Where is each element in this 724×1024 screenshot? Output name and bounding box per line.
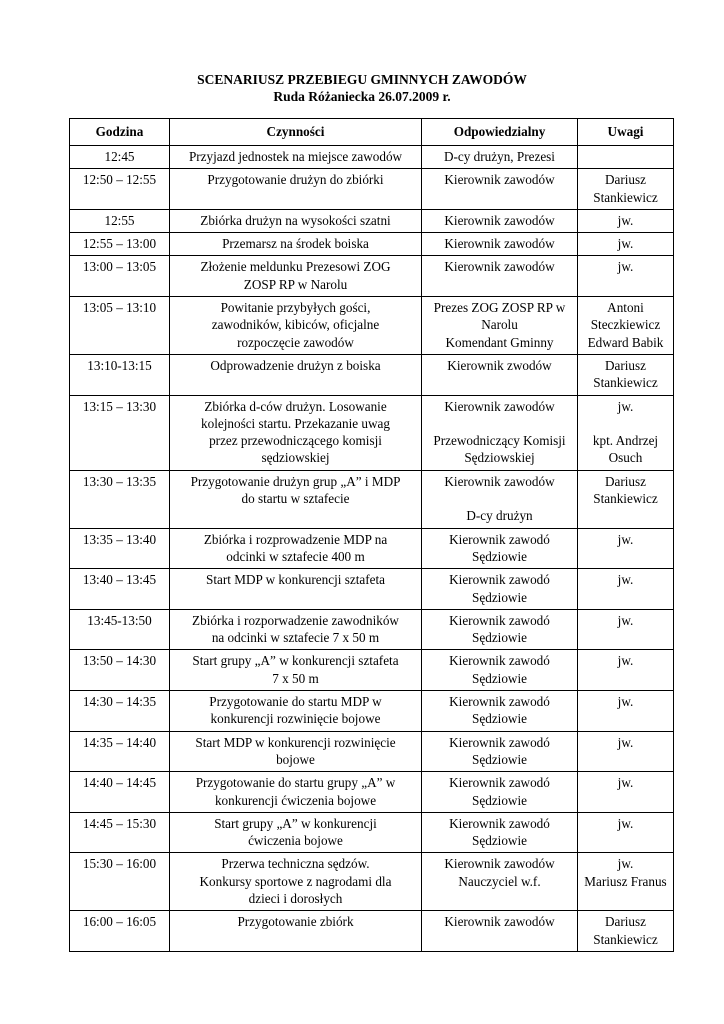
activity-cell: [170, 691, 422, 732]
responsible-cell: [422, 146, 578, 169]
notes-cell: [578, 256, 674, 297]
responsible-cell: [422, 853, 578, 911]
responsible-line: Kierownik zawodów: [444, 172, 555, 188]
header-odpowiedzialny: Odpowiedzialny: [422, 119, 578, 146]
table-row: [70, 169, 674, 210]
notes-cell: [578, 772, 674, 813]
activity-cell: [170, 209, 422, 232]
responsible-line: Sędziowskiej: [464, 450, 535, 466]
responsible-line: Kierownik zawodów: [444, 473, 555, 489]
time-cell: 13:10-13:15: [70, 354, 170, 395]
header-uwagi: Uwagi: [578, 119, 674, 146]
notes-cell: [578, 233, 674, 256]
table-row: [70, 609, 674, 650]
activity-line: Konkursy sportowe z nagrodami dla: [199, 873, 392, 889]
activity-line: Zbiórka drużyn na wysokości szatni: [200, 212, 391, 228]
activity-cell: [170, 233, 422, 256]
responsible-line: Sędziowie: [472, 792, 527, 808]
table-row: [70, 233, 674, 256]
responsible-line: Sędziowie: [472, 833, 527, 849]
notes-cell: [578, 569, 674, 610]
notes-cell: [578, 354, 674, 395]
notes-line: Osuch: [608, 450, 643, 466]
responsible-cell: [422, 569, 578, 610]
notes-line: jw.: [617, 398, 634, 414]
activity-cell: [170, 609, 422, 650]
document-title: SCENARIUSZ PRZEBIEGU GMINNYCH ZAWODÓW: [197, 72, 527, 87]
activity-line: Przygotowanie zbiórk: [237, 914, 354, 930]
responsible-line: D-cy drużyn, Prezesi: [444, 149, 555, 164]
time-cell: 13:15 – 13:30: [70, 395, 170, 470]
header-czynnosci: Czynności: [170, 119, 422, 146]
document-subtitle: Ruda Różaniecka 26.07.2009 r.: [273, 89, 451, 104]
table-row: [70, 470, 674, 528]
activity-line: przez przewodniczącego komisji: [209, 433, 382, 449]
table-row: [70, 528, 674, 569]
responsible-cell: [422, 731, 578, 772]
notes-line: jw.: [617, 775, 634, 791]
responsible-cell: [422, 911, 578, 952]
notes-line: jw.: [617, 856, 634, 872]
notes-cell: [578, 609, 674, 650]
activity-line: sędziowskiej: [261, 450, 330, 466]
responsible-cell: [422, 609, 578, 650]
time-cell: 13:00 – 13:05: [70, 256, 170, 297]
time-cell: 13:50 – 14:30: [70, 650, 170, 691]
activity-cell: [170, 169, 422, 210]
notes-line: kpt. Andrzej: [592, 433, 659, 449]
responsible-line: Kierownik zawodó: [449, 694, 550, 710]
notes-line: Stankiewicz: [593, 375, 658, 391]
activity-cell: [170, 650, 422, 691]
responsible-line: Sędziowie: [472, 630, 527, 646]
notes-line: Dariusz: [604, 357, 646, 373]
responsible-line: Kierownik zawodów: [444, 398, 555, 414]
activity-line: dzieci i dorosłych: [248, 890, 343, 906]
table-row: [70, 691, 674, 732]
activity-line: Odprowadzenie drużyn z boiska: [210, 357, 381, 373]
table-row: [70, 911, 674, 952]
notes-line: [581, 148, 670, 165]
notes-line: [581, 415, 670, 432]
time-cell: 12:55 – 13:00: [70, 233, 170, 256]
notes-line: Antoni: [607, 300, 644, 316]
activity-line: na odcinki w sztafecie 7 x 50 m: [211, 630, 380, 646]
time-cell: 13:05 – 13:10: [70, 297, 170, 355]
activity-line: Przygotowanie do startu grupy „A” w: [195, 775, 396, 791]
time-cell: 12:55: [70, 209, 170, 232]
responsible-cell: [422, 256, 578, 297]
activity-line: Zbiórka i rozporwadzenie zawodników: [192, 612, 399, 628]
responsible-cell: [422, 691, 578, 732]
responsible-line: Kierownik zawodó: [449, 612, 550, 628]
activity-line: ZOSP RP w Narolu: [243, 276, 348, 292]
table-row: [70, 569, 674, 610]
schedule-table: [69, 118, 674, 952]
table-row: [70, 812, 674, 853]
table-row: [70, 650, 674, 691]
notes-line: Edward Babik: [587, 334, 664, 350]
responsible-cell: [422, 470, 578, 528]
responsible-line: Nauczyciel w.f.: [458, 873, 541, 889]
activity-line: Przyjazd jednostek na miejsce zawodów: [188, 149, 403, 164]
notes-cell: [578, 395, 674, 470]
time-cell: 16:00 – 16:05: [70, 911, 170, 952]
responsible-line: [425, 490, 574, 507]
activity-cell: [170, 853, 422, 911]
time-cell: 14:30 – 14:35: [70, 691, 170, 732]
notes-line: jw.: [617, 612, 634, 628]
responsible-line: [425, 415, 574, 432]
activity-line: Start grupy „A” w konkurencji sztafeta: [192, 653, 399, 669]
activity-line: Złożenie meldunku Prezesowi ZOG: [200, 259, 391, 275]
activity-line: do startu w sztafecie: [241, 491, 350, 507]
responsible-cell: [422, 354, 578, 395]
activity-cell: [170, 911, 422, 952]
notes-line: jw.: [617, 734, 634, 750]
responsible-line: Kierownik zwodów: [447, 357, 552, 373]
activity-cell: [170, 297, 422, 355]
activity-line: Przerwa techniczna sędzów.: [221, 856, 370, 872]
notes-line: Stankiewicz: [593, 931, 658, 947]
notes-line: Stankiewicz: [593, 491, 658, 507]
activity-line: bojowe: [276, 751, 315, 767]
activity-cell: [170, 395, 422, 470]
responsible-line: Sędziowie: [472, 751, 527, 767]
activity-cell: [170, 772, 422, 813]
table-row: [70, 354, 674, 395]
activity-line: Start MDP w konkurencji sztafeta: [206, 572, 385, 588]
header-godzina: Godzina: [70, 119, 170, 146]
responsible-line: Kierownik zawodó: [449, 775, 550, 791]
activity-line: odcinki w sztafecie 400 m: [226, 548, 365, 564]
notes-cell: [578, 731, 674, 772]
activity-line: konkurencji rozwinięcie bojowe: [210, 711, 381, 727]
notes-line: Dariusz: [604, 914, 646, 930]
table-row: [70, 853, 674, 911]
notes-line: Dariusz: [604, 473, 646, 489]
responsible-line: Sędziowie: [472, 711, 527, 727]
notes-cell: [578, 528, 674, 569]
activity-cell: [170, 528, 422, 569]
time-cell: 12:45: [70, 146, 170, 169]
activity-cell: [170, 354, 422, 395]
table-row: [70, 297, 674, 355]
responsible-line: Sędziowie: [472, 548, 527, 564]
time-cell: 13:40 – 13:45: [70, 569, 170, 610]
notes-cell: [578, 691, 674, 732]
notes-cell: [578, 169, 674, 210]
responsible-line: Kierownik zawodó: [449, 734, 550, 750]
notes-line: jw.: [617, 694, 634, 710]
time-cell: 14:35 – 14:40: [70, 731, 170, 772]
responsible-line: Kierownik zawodów: [444, 236, 555, 252]
header-row: [70, 119, 674, 146]
table-row: [70, 256, 674, 297]
time-cell: 14:45 – 15:30: [70, 812, 170, 853]
notes-line: jw.: [617, 531, 634, 547]
activity-line: Zbiórka i rozprowadzenie MDP na: [203, 531, 388, 547]
activity-line: zawodników, kibiców, oficjalne: [211, 317, 380, 333]
activity-cell: [170, 470, 422, 528]
responsible-line: Prezes ZOG ZOSP RP w: [433, 300, 566, 316]
time-cell: 15:30 – 16:00: [70, 853, 170, 911]
responsible-line: Kierownik zawodó: [449, 815, 550, 831]
responsible-cell: [422, 772, 578, 813]
time-cell: 13:30 – 13:35: [70, 470, 170, 528]
activity-line: Powitanie przybyłych gości,: [220, 300, 371, 316]
activity-line: Zbiórka d-ców drużyn. Losowanie: [204, 398, 387, 414]
time-cell: 12:50 – 12:55: [70, 169, 170, 210]
notes-line: Dariusz: [604, 172, 646, 188]
notes-line: jw.: [617, 653, 634, 669]
responsible-cell: [422, 209, 578, 232]
activity-cell: [170, 812, 422, 853]
responsible-cell: [422, 650, 578, 691]
activity-cell: [170, 146, 422, 169]
table-row: [70, 395, 674, 470]
activity-cell: [170, 256, 422, 297]
notes-line: jw.: [617, 212, 634, 228]
time-cell: 13:45-13:50: [70, 609, 170, 650]
activity-line: ćwiczenia bojowe: [248, 833, 343, 849]
activity-line: Przemarsz na środek boiska: [222, 236, 369, 252]
responsible-line: D-cy drużyn: [466, 508, 533, 524]
responsible-line: Kierownik zawodó: [449, 653, 550, 669]
activity-line: Start grupy „A” w konkurencji: [214, 815, 377, 831]
responsible-line: Sędziowie: [472, 670, 527, 686]
notes-line: Steczkiewicz: [590, 317, 661, 333]
responsible-line: Kierownik zawodów: [444, 856, 555, 872]
responsible-line: Komendant Gminny: [445, 334, 554, 350]
activity-line: kolejności startu. Przekazanie uwag: [201, 415, 390, 431]
notes-line: Mariusz Franus: [584, 873, 667, 889]
responsible-cell: [422, 233, 578, 256]
notes-cell: [578, 812, 674, 853]
responsible-cell: [422, 395, 578, 470]
responsible-line: Kierownik zawodó: [449, 531, 550, 547]
activity-line: Przygotowanie do startu MDP w: [209, 694, 382, 710]
table-row: [70, 146, 674, 169]
responsible-cell: [422, 297, 578, 355]
activity-line: Start MDP w konkurencji rozwinięcie: [195, 734, 396, 750]
responsible-line: Kierownik zawodów: [444, 259, 555, 275]
notes-cell: [578, 853, 674, 911]
notes-line: jw.: [617, 236, 634, 252]
notes-cell: [578, 146, 674, 169]
notes-cell: [578, 911, 674, 952]
responsible-line: Kierownik zawodów: [444, 914, 555, 930]
activity-line: 7 x 50 m: [272, 670, 319, 686]
table-row: [70, 731, 674, 772]
responsible-cell: [422, 169, 578, 210]
responsible-line: Narolu: [481, 317, 518, 333]
notes-line: jw.: [617, 259, 634, 275]
notes-line: Stankiewicz: [593, 189, 658, 205]
notes-cell: [578, 470, 674, 528]
notes-cell: [578, 650, 674, 691]
time-cell: 13:35 – 13:40: [70, 528, 170, 569]
notes-cell: [578, 297, 674, 355]
time-cell: 14:40 – 14:45: [70, 772, 170, 813]
responsible-line: Kierownik zawodó: [449, 572, 550, 588]
responsible-cell: [422, 812, 578, 853]
responsible-line: Przewodniczący Komisji: [433, 433, 566, 449]
notes-cell: [578, 209, 674, 232]
activity-cell: [170, 731, 422, 772]
activity-cell: [170, 569, 422, 610]
notes-line: jw.: [617, 572, 634, 588]
table-row: [70, 209, 674, 232]
table-row: [70, 772, 674, 813]
activity-line: konkurencji ćwiczenia bojowe: [214, 792, 377, 808]
responsible-line: Kierownik zawodów: [444, 212, 555, 228]
responsible-line: Sędziowie: [472, 589, 527, 605]
notes-line: jw.: [617, 815, 634, 831]
activity-line: Przygotowanie drużyn grup „A” i MDP: [190, 473, 401, 489]
activity-line: rozpoczęcie zawodów: [237, 334, 354, 350]
responsible-cell: [422, 528, 578, 569]
activity-line: Przygotowanie drużyn do zbiórki: [207, 172, 384, 188]
